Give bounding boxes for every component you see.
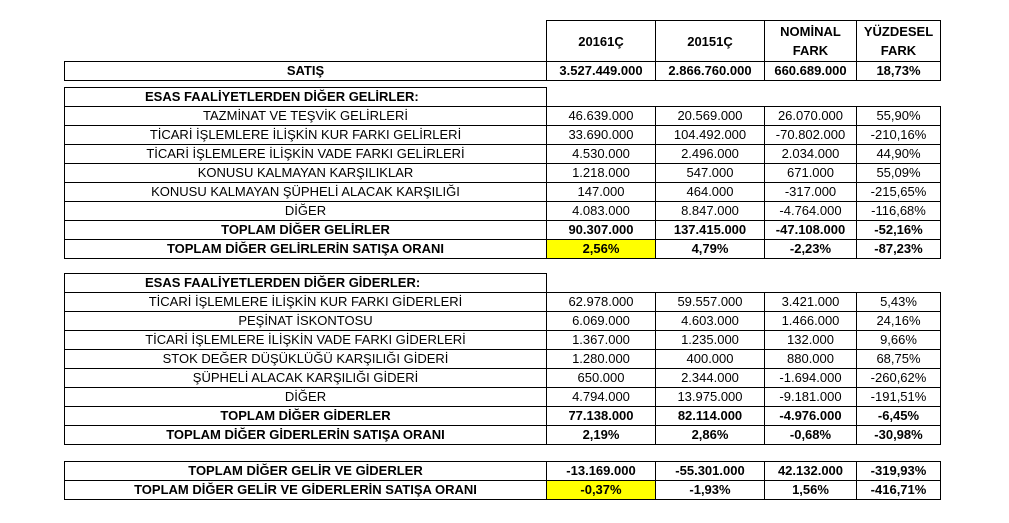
table-row (65, 126, 941, 145)
expense-rows (65, 293, 941, 407)
expense-row-label: DİĞER (65, 388, 547, 407)
income-row-label: TİCARİ İŞLEMLERE İLİŞKİN KUR FARKI GELİRLERİ (65, 126, 547, 145)
income-row-value: 26.070.000 (765, 107, 857, 126)
expense-total-label: TOPLAM DİĞER GİDERLER (65, 407, 547, 426)
income-row-value: -215,65% (857, 183, 941, 202)
net-ratio-v2: -1,93% (656, 481, 765, 500)
expense-row-value: 6.069.000 (547, 312, 656, 331)
expense-row-value: 400.000 (656, 350, 765, 369)
expense-ratio-v4: -30,98% (857, 426, 941, 445)
expense-total-v3: -4.976.000 (765, 407, 857, 426)
income-row-value: -70.802.000 (765, 126, 857, 145)
expense-row-value: 68,75% (857, 350, 941, 369)
expense-row-value: -260,62% (857, 369, 941, 388)
income-row-label: KONUSU KALMAYAN KARŞILIKLAR (65, 164, 547, 183)
income-row-label: KONUSU KALMAYAN ŞÜPHELİ ALACAK KARŞILIĞI (65, 183, 547, 202)
net-ratio-v4: -416,71% (857, 481, 941, 500)
table-row (65, 107, 941, 126)
expense-row-value: 62.978.000 (547, 293, 656, 312)
expense-row-label: ŞÜPHELİ ALACAK KARŞILIĞI GİDERİ (65, 369, 547, 388)
table-row (65, 388, 941, 407)
income-row-value: 8.847.000 (656, 202, 765, 221)
expense-ratio-label: TOPLAM DİĞER GİDERLERİN SATIŞA ORANI (65, 426, 547, 445)
expense-row-value: 4.794.000 (547, 388, 656, 407)
satis-v1: 3.527.449.000 (547, 62, 656, 81)
expense-row-value: 1.235.000 (656, 331, 765, 350)
income-total-v1: 90.307.000 (547, 221, 656, 240)
expense-row-value: 13.975.000 (656, 388, 765, 407)
income-ratio-row (65, 240, 941, 259)
table-row (65, 350, 941, 369)
income-row-value: 547.000 (656, 164, 765, 183)
col-header-percent-l1: YÜZDESEL (863, 24, 934, 39)
expense-row-value: 3.421.000 (765, 293, 857, 312)
table-row (65, 145, 941, 164)
income-row-value: 4.083.000 (547, 202, 656, 221)
expense-row-label: STOK DEĞER DÜŞÜKLÜĞÜ KARŞILIĞI GİDERİ (65, 350, 547, 369)
net-table (64, 461, 941, 500)
expense-section-title: ESAS FAALİYETLERDEN DİĞER GİDERLER: (65, 274, 547, 293)
net-total-row (65, 462, 941, 481)
col-header-nominal-l2: FARK (792, 43, 829, 58)
income-total-v2: 137.415.000 (656, 221, 765, 240)
income-row-value: 671.000 (765, 164, 857, 183)
net-ratio-v3: 1,56% (765, 481, 857, 500)
income-row-value: -317.000 (765, 183, 857, 202)
expense-row-value: 9,66% (857, 331, 941, 350)
expense-row-value: 650.000 (547, 369, 656, 388)
expense-total-row (65, 407, 941, 426)
net-total-v4: -319,93% (857, 462, 941, 481)
income-row-value: 46.639.000 (547, 107, 656, 126)
income-title-row (65, 88, 941, 107)
expense-title-spacer (547, 274, 941, 293)
expense-row-value: 1.466.000 (765, 312, 857, 331)
expense-row-value: 4.603.000 (656, 312, 765, 331)
income-row-value: 464.000 (656, 183, 765, 202)
table-row (65, 202, 941, 221)
income-row-value: -4.764.000 (765, 202, 857, 221)
net-ratio-v1: -0,37% (547, 481, 656, 500)
table-row (65, 164, 941, 183)
satis-label: SATIŞ (65, 62, 547, 81)
income-ratio-v3: -2,23% (765, 240, 857, 259)
expense-row-value: -9.181.000 (765, 388, 857, 407)
expense-row-value: 1.280.000 (547, 350, 656, 369)
col-header-2016: 20161Ç (547, 21, 656, 62)
expense-total-v2: 82.114.000 (656, 407, 765, 426)
income-ratio-v2: 4,79% (656, 240, 765, 259)
expense-total-v4: -6,45% (857, 407, 941, 426)
header-table (64, 20, 941, 81)
expense-row-label: TİCARİ İŞLEMLERE İLİŞKİN VADE FARKI GİDERLERİ (65, 331, 547, 350)
table-row (65, 369, 941, 388)
income-row-value: -116,68% (857, 202, 941, 221)
expense-row-value: 5,43% (857, 293, 941, 312)
expense-total-v1: 77.138.000 (547, 407, 656, 426)
satis-v3: 660.689.000 (765, 62, 857, 81)
income-section-title: ESAS FAALİYETLERDEN DİĞER GELİRLER: (65, 88, 547, 107)
expense-row-label: TİCARİ İŞLEMLERE İLİŞKİN KUR FARKI GİDERLERİ (65, 293, 547, 312)
col-header-2015: 20151Ç (656, 21, 765, 62)
table-row (65, 312, 941, 331)
income-total-row (65, 221, 941, 240)
income-ratio-v1: 2,56% (547, 240, 656, 259)
table-row (65, 331, 941, 350)
expense-row-value: 132.000 (765, 331, 857, 350)
col-header-nominal-l1: NOMİNAL (780, 24, 841, 39)
expense-row-value: -1.694.000 (765, 369, 857, 388)
expense-ratio-row (65, 426, 941, 445)
net-total-v2: -55.301.000 (656, 462, 765, 481)
income-row-label: TİCARİ İŞLEMLERE İLİŞKİN VADE FARKI GELİRLERİ (65, 145, 547, 164)
expense-row-value: -191,51% (857, 388, 941, 407)
expense-row-value: 24,16% (857, 312, 941, 331)
satis-row (65, 62, 941, 81)
net-total-v3: 42.132.000 (765, 462, 857, 481)
expense-row-value: 880.000 (765, 350, 857, 369)
header-row (65, 21, 941, 62)
table-row (65, 293, 941, 312)
header-spacer (65, 21, 547, 62)
satis-v2: 2.866.760.000 (656, 62, 765, 81)
net-total-v1: -13.169.000 (547, 462, 656, 481)
expense-ratio-v3: -0,68% (765, 426, 857, 445)
income-row-label: DİĞER (65, 202, 547, 221)
col-header-percent-l2: FARK (880, 43, 917, 58)
income-row-value: 2.496.000 (656, 145, 765, 164)
income-row-value: 20.569.000 (656, 107, 765, 126)
table-row (65, 183, 941, 202)
satis-v4: 18,73% (857, 62, 941, 81)
income-table (64, 87, 941, 259)
income-row-value: -210,16% (857, 126, 941, 145)
income-title-spacer (547, 88, 941, 107)
net-total-label: TOPLAM DİĞER GELİR VE GİDERLER (65, 462, 547, 481)
income-row-value: 2.034.000 (765, 145, 857, 164)
income-total-v3: -47.108.000 (765, 221, 857, 240)
income-row-label: TAZMİNAT VE TEŞVİK GELİRLERİ (65, 107, 547, 126)
expense-row-value: 2.344.000 (656, 369, 765, 388)
expense-title-row (65, 274, 941, 293)
income-row-value: 104.492.000 (656, 126, 765, 145)
income-rows (65, 107, 941, 221)
expense-row-value: 59.557.000 (656, 293, 765, 312)
net-ratio-row (65, 481, 941, 500)
expense-row-value: 1.367.000 (547, 331, 656, 350)
expense-ratio-v1: 2,19% (547, 426, 656, 445)
income-row-value: 33.690.000 (547, 126, 656, 145)
income-total-label: TOPLAM DİĞER GELİRLER (65, 221, 547, 240)
col-header-nominal (765, 21, 857, 62)
income-row-value: 44,90% (857, 145, 941, 164)
income-row-value: 55,09% (857, 164, 941, 183)
income-row-value: 1.218.000 (547, 164, 656, 183)
expense-ratio-v2: 2,86% (656, 426, 765, 445)
income-row-value: 147.000 (547, 183, 656, 202)
income-row-value: 4.530.000 (547, 145, 656, 164)
net-ratio-label: TOPLAM DİĞER GELİR VE GİDERLERİN SATIŞA ORANI (65, 481, 547, 500)
income-total-v4: -52,16% (857, 221, 941, 240)
col-header-percent (857, 21, 941, 62)
income-ratio-v4: -87,23% (857, 240, 941, 259)
income-ratio-label: TOPLAM DİĞER GELİRLERİN SATIŞA ORANI (65, 240, 547, 259)
income-row-value: 55,90% (857, 107, 941, 126)
expense-table (64, 273, 941, 445)
expense-row-label: PEŞİNAT İSKONTOSU (65, 312, 547, 331)
